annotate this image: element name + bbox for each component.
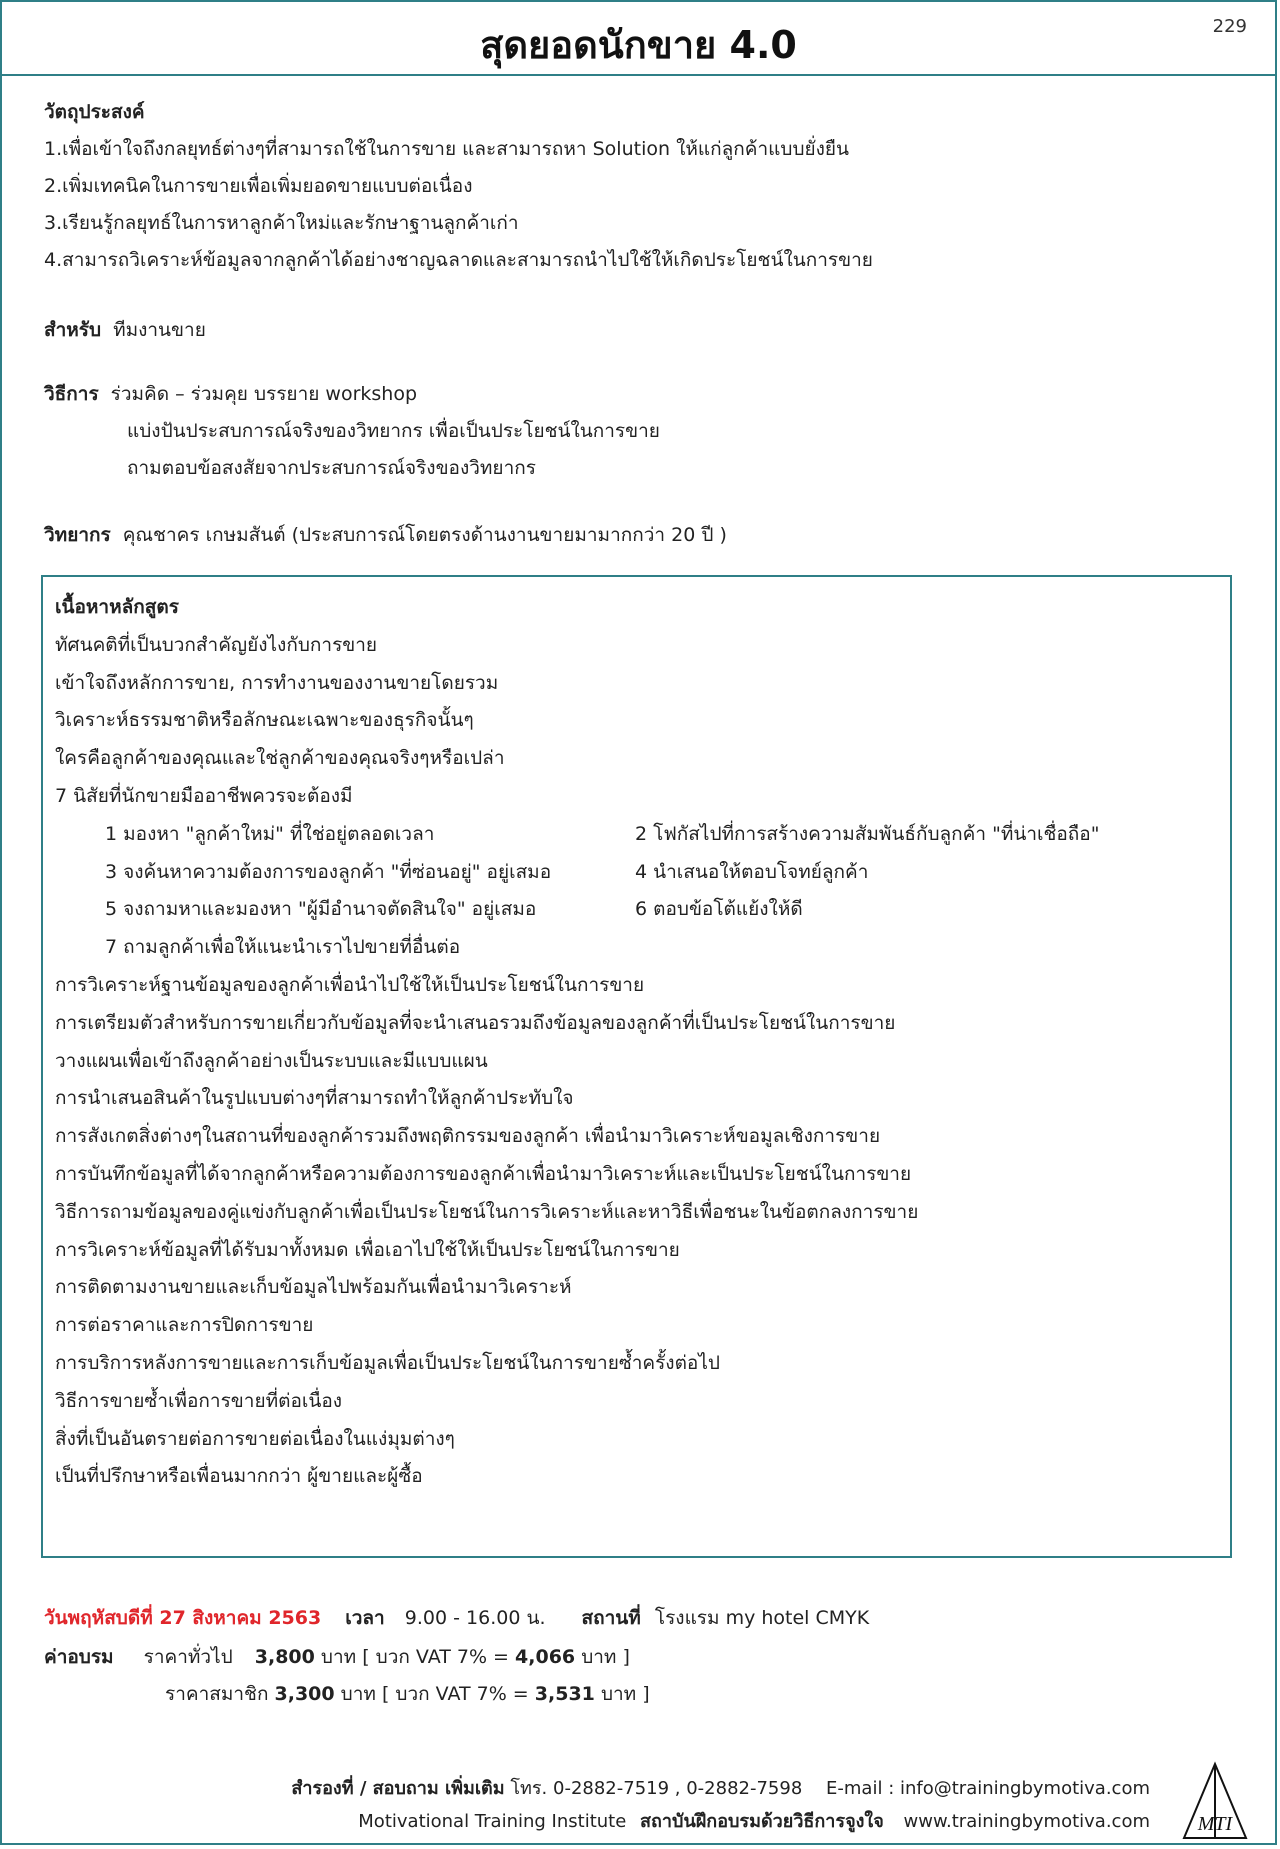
habit-item: 3 จงค้นหาความต้องการของลูกค้า "ที่ซ่อนอยู่" อยู่เสมอ — [105, 860, 552, 883]
habit-row — [55, 854, 1230, 892]
member-price-end: บาท ] — [600, 1683, 650, 1705]
speaker-value: คุณชาคร เกษมสันต์ (ประสบการณ์โดยตรงด้านงานขายมามากกว่า 20 ปี ) — [122, 524, 727, 546]
content-item: วิธีการถามข้อมูลของคู่แข่งกับลูกค้าเพื่อเป็นประโยชน์ในการวิเคราะห์และหาวิธีเพื่อชนะในข้อตกลงการขาย — [55, 1200, 919, 1223]
general-vat-price: 4,066 — [515, 1646, 576, 1668]
content-item: การบันทึกข้อมูลที่ได้จากลูกค้าหรือความต้องการของลูกค้าเพื่อนำมาวิเคราะห์และเป็นประโยชน์ในการขาย — [55, 1162, 912, 1185]
method-line: แบ่งปันประสบการณ์จริงของวิทยากร เพื่อเป็นประโยชน์ในการขาย — [127, 420, 660, 442]
member-vat-price: 3,531 — [534, 1683, 595, 1705]
habit-item: 4 นำเสนอให้ตอบโจทย์ลูกค้า — [635, 860, 869, 883]
content-item: การสังเกตสิ่งต่างๆในสถานที่ของลูกค้ารวมถึงพฤติกรรมของลูกค้า เพื่อนำมาวิเคราะห์ขอมูลเชิงการขาย — [55, 1125, 881, 1148]
method-label: วิธีการ — [44, 383, 99, 405]
content-item: ทัศนคติที่เป็นบวกสำคัญยังไงกับการขาย — [55, 633, 378, 656]
objectives-heading: วัตถุประสงค์ — [44, 101, 145, 123]
audience-section — [44, 312, 206, 349]
content-item: สิ่งที่เป็นอันตรายต่อการขายต่อเนื่องในแง่มุมต่างๆ — [55, 1427, 455, 1450]
habit-row — [55, 891, 1230, 929]
org-name-en: Motivational Training Institute — [358, 1811, 627, 1832]
content-item: การวิเคราะห์ฐานข้อมูลของลูกค้าเพื่อนำไปใช้ให้เป็นประโยชน์ในการขาย — [55, 973, 645, 996]
content-item: วิเคราะห์ธรรมชาติหรือลักษณะเฉพาะของธุรกิจนั้นๆ — [55, 709, 474, 732]
content-heading: เนื้อหาหลักสูตร — [55, 596, 179, 618]
habit-item: 5 จงถามหาและมองหา "ผู้มีอำนาจตัดสินใจ" อยู่เสมอ — [105, 898, 537, 921]
member-price-unit: บาท [ บวก VAT 7% = — [340, 1683, 529, 1705]
content-item: วิธีการขายซ้ำเพื่อการขายที่ต่อเนื่อง — [55, 1389, 343, 1412]
logo-text: MTI — [1197, 1813, 1233, 1835]
footer-org — [0, 1806, 1150, 1835]
content-item: เข้าใจถึงหลักการขาย, การทำงานของงานขายโดยรวม — [55, 671, 499, 694]
page-title: สุดยอดนักขาย 4.0 — [480, 23, 797, 67]
org-name-th: สถาบันฝึกอบรมด้วยวิธีการจูงใจ — [640, 1811, 884, 1832]
content-item: การวิเคราะห์ข้อมูลที่ได้รับมาทั้งหมด เพื่อเอาไปใช้ให้เป็นประโยชน์ในการขาย — [55, 1238, 680, 1261]
contact-phone: โทร. 0-2882-7519 , 0-2882-7598 — [510, 1778, 803, 1799]
content-item: 7 นิสัยที่นักขายมืออาชีพควรจะต้องมี — [55, 784, 353, 807]
objective-item: 2.เพิ่มเทคนิคในการขายเพื่อเพิ่มยอดขายแบบต่อเนื่อง — [44, 175, 473, 197]
course-venue: โรงแรม my hotel CMYK — [654, 1607, 870, 1629]
fees-section — [44, 1639, 650, 1713]
content-item: เป็นที่ปรึกษาหรือเพื่อนมากกว่า ผู้ขายและผู้ซื้อ — [55, 1465, 423, 1488]
footer-contact — [0, 1773, 1150, 1802]
general-price: 3,800 — [254, 1646, 315, 1668]
content-item: การต่อราคาและการปิดการขาย — [55, 1314, 314, 1337]
course-date: วันพฤหัสบดีที่ 27 สิงหาคม 2563 — [44, 1607, 322, 1629]
contact-email: E-mail : info@trainingbymotiva.com — [826, 1778, 1150, 1799]
habit-item: 6 ตอบข้อโต้แย้งให้ดี — [635, 898, 803, 921]
fees-label: ค่าอบรม — [44, 1646, 114, 1668]
member-price: 3,300 — [274, 1683, 335, 1705]
general-price-unit: บาท [ บวก VAT 7% = — [320, 1646, 509, 1668]
objective-item: 3.เรียนรู้กลยุทธ์ในการหาลูกค้าใหม่และรักษาฐานลูกค้าเก่า — [44, 212, 519, 234]
habit-row — [55, 816, 1230, 854]
schedule-row — [44, 1600, 869, 1637]
member-price-label: ราคาสมาชิก — [165, 1683, 269, 1705]
content-item: การนำเสนอสินค้าในรูปแบบต่างๆที่สามารถทำให้ลูกค้าประทับใจ — [55, 1087, 574, 1110]
habit-item: 2 โฟกัสไปที่การสร้างความสัมพันธ์กับลูกค้า "ที่น่าเชื่อถือ" — [635, 822, 1100, 845]
content-item: วางแผนเพื่อเข้าถึงลูกค้าอย่างเป็นระบบและมีแบบแผน — [55, 1049, 488, 1072]
page-number: 229 — [1212, 16, 1247, 37]
general-price-end: บาท ] — [581, 1646, 630, 1668]
speaker-section — [44, 517, 727, 554]
general-price-label: ราคาทั่วไป — [143, 1646, 233, 1668]
objective-item: 4.สามารถวิเคราะห์ข้อมูลจากลูกค้าได้อย่างชาญฉลาดและสามารถนำไปใช้ให้เกิดประโยชน์ในการขาย — [44, 249, 873, 271]
audience-label: สำหรับ — [44, 319, 102, 341]
content-item: การติดตามงานขายและเก็บข้อมูลไปพร้อมกันเพื่อนำมาวิเคราะห์ — [55, 1276, 572, 1299]
method-line: ถามตอบข้อสงสัยจากประสบการณ์จริงของวิทยากร — [127, 457, 536, 479]
method-line: ร่วมคิด – ร่วมคุย บรรยาย workshop — [110, 383, 418, 405]
org-website: www.trainingbymotiva.com — [903, 1811, 1150, 1832]
audience-value: ทีมงานขาย — [113, 319, 206, 341]
habit-item: 1 มองหา "ลูกค้าใหม่" ที่ใช่อยู่ตลอดเวลา — [105, 822, 435, 845]
course-content-box — [41, 575, 1232, 1558]
title-bar — [0, 0, 1277, 76]
content-item: การเตรียมตัวสำหรับการขายเกี่ยวกับข้อมูลที่จะนำเสนอรวมถึงข้อมูลของลูกค้าที่เป็นประโยชน์ในการขาย — [55, 1011, 896, 1034]
content-item: ใครคือลูกค้าของคุณและใช่ลูกค้าของคุณจริงๆหรือเปล่า — [55, 747, 505, 770]
time-label: เวลา — [345, 1607, 385, 1629]
method-section — [44, 376, 660, 487]
speaker-label: วิทยากร — [44, 524, 111, 546]
objectives-section — [44, 94, 873, 279]
habit-row — [55, 929, 1230, 967]
course-time: 9.00 - 16.00 น. — [404, 1607, 546, 1629]
habit-item: 7 ถามลูกค้าเพื่อให้แนะนำเราไปขายที่อื่นต่อ — [105, 936, 461, 959]
content-item: การบริการหลังการขายและการเก็บข้อมูลเพื่อเป็นประโยชน์ในการขายซ้ำครั้งต่อไป — [55, 1351, 720, 1374]
contact-label: สำรองที่ / สอบถาม เพิ่มเติม — [291, 1778, 505, 1799]
venue-label: สถานที่ — [581, 1607, 641, 1629]
mti-logo — [1180, 1760, 1250, 1840]
objective-item: 1.เพื่อเข้าใจถึงกลยุทธ์ต่างๆที่สามารถใช้ในการขาย และสามารถหา Solution ให้แก่ลูกค้าแบบยั่งยืน — [44, 138, 850, 160]
